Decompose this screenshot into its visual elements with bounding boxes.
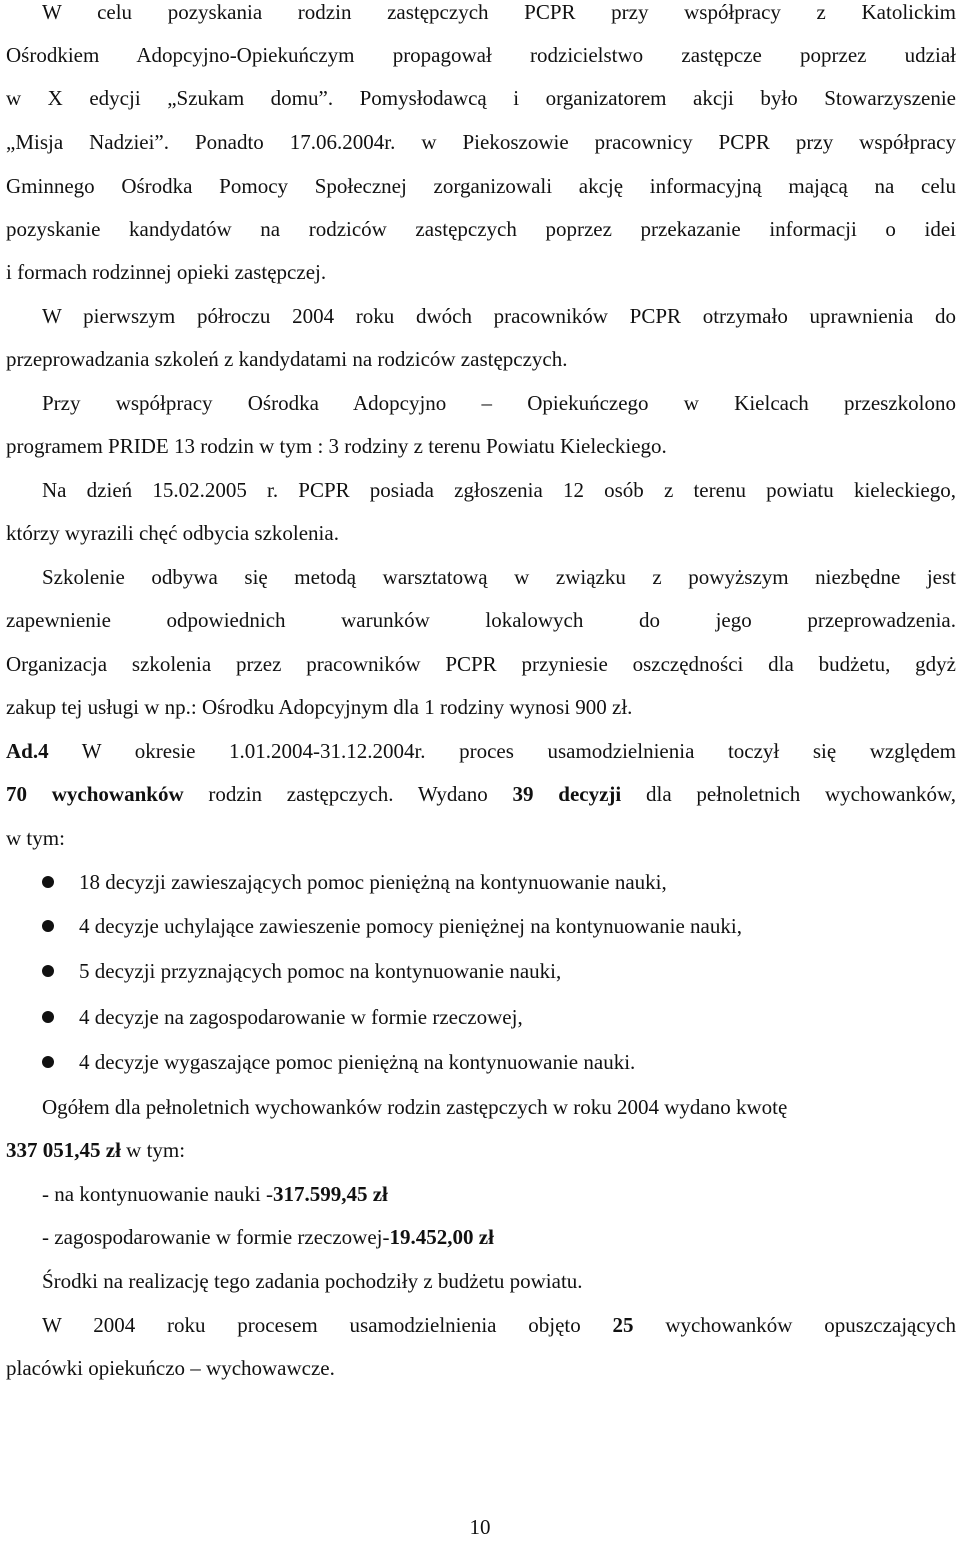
text-line: pozyskanie kandydatów na rodziców zastępczych poprzez przekazanie informacji o idei (6, 217, 956, 241)
final-line (42, 1311, 956, 1339)
list-item: 4 decyzje uchylające zawieszenie pomocy pieniężnej na kontynuowanie nauki, (79, 914, 742, 938)
list-item: 4 decyzje na zagospodarowanie w formie rzeczowej, (79, 1005, 523, 1029)
list-item: 4 decyzje wygaszające pomoc pieniężną na kontynuowanie nauki. (79, 1050, 636, 1074)
text-line: „Misja Nadziei”. Ponadto 17.06.2004r. w Piekoszowie pracownicy PCPR przy współpracy (6, 130, 956, 154)
bullet-icon (42, 965, 54, 977)
summary-item (42, 1223, 956, 1251)
text-line: Gminnego Ośrodka Pomocy Społecznej zorganizowali akcję informacyjną mającą na celu (6, 174, 956, 198)
summary-line: Środki na realizację tego zadania pochodziły z budżetu powiatu. (42, 1269, 583, 1293)
text-line: Organizacja szkolenia przez pracowników PCPR przyniesie oszczędności dla budżetu, gdyż (6, 652, 956, 676)
text-line: zapewnienie odpowiednich warunków lokalowych do jego przeprowadzenia. (6, 608, 956, 632)
text-line: w X edycji „Szukam domu”. Pomysłodawcą i organizatorem akcji było Stowarzyszenie (6, 86, 956, 110)
summary-line (6, 1136, 956, 1164)
bullet-icon (42, 1056, 54, 1068)
text-line: którzy wyrazili chęć odbycia szkolenia. (6, 521, 339, 545)
total-amount: 337 051,45 zł (6, 1138, 121, 1162)
decisions-count: 39 decyzji (512, 782, 622, 806)
text-line: Na dzień 15.02.2005 r. PCPR posiada zgłoszenia 12 osób z terenu powiatu kieleckiego, (42, 478, 956, 502)
text-line: Szkolenie odbywa się metodą warsztatową w związku z powyższym niezbędne jest (42, 565, 956, 589)
text-line: zakup tej usługi w np.: Ośrodku Adopcyjnym dla 1 rodziny wynosi 900 zł. (6, 695, 633, 719)
bullet-icon (42, 920, 54, 932)
education-amount: 317.599,45 zł (272, 1182, 388, 1206)
ad4-line (6, 737, 956, 765)
text-line: Przy współpracy Ośrodka Adopcyjno – Opiekuńczego w Kielcach przeszkolono (42, 391, 956, 415)
ad4-text: dla pełnoletnich wychowanków, (621, 782, 956, 806)
final-text: wychowanków opuszczających (633, 1313, 957, 1337)
final-text: W 2004 roku procesem usamodzielnienia objęto (42, 1313, 613, 1337)
text-line: przeprowadzania szkoleń z kandydatami na rodziców zastępczych. (6, 347, 568, 371)
wards-count-2004: 25 (612, 1313, 634, 1337)
summary-line: Ogółem dla pełnoletnich wychowanków rodzin zastępczych w roku 2004 wydano kwotę (42, 1095, 788, 1119)
text-line: programem PRIDE 13 rodzin w tym : 3 rodziny z terenu Powiatu Kieleckiego. (6, 434, 667, 458)
wards-count: 70 wychowanków (6, 782, 184, 806)
text-line: i formach rodzinnej opieki zastępczej. (6, 260, 327, 284)
ad4-line (6, 780, 956, 808)
ad4-text: W okresie 1.01.2004-31.12.2004r. proces usamodzielnienia toczył się względem (48, 739, 956, 763)
ad4-line: w tym: (6, 826, 65, 850)
list-item: 18 decyzji zawieszających pomoc pieniężną na kontynuowanie nauki, (79, 870, 667, 894)
ad4-label: Ad.4 (6, 739, 49, 763)
summary-text: - zagospodarowanie w formie rzeczowej- (42, 1225, 390, 1249)
summary-item (42, 1180, 956, 1208)
household-amount: 19.452,00 zł (389, 1225, 494, 1249)
text-line: W pierwszym półroczu 2004 roku dwóch pracowników PCPR otrzymało uprawnienia do (42, 304, 956, 328)
summary-text: - na kontynuowanie nauki - (42, 1182, 273, 1206)
page-number: 10 (469, 1515, 491, 1539)
bullet-icon (42, 1011, 54, 1023)
list-item: 5 decyzji przyznających pomoc na kontynuowanie nauki, (79, 959, 562, 983)
text-line: W celu pozyskania rodzin zastępczych PCPR przy współpracy z Katolickim (42, 0, 956, 24)
bullet-icon (42, 876, 54, 888)
summary-text: w tym: (120, 1138, 186, 1162)
text-line: Ośrodkiem Adopcyjno-Opiekuńczym propagował rodzicielstwo zastępcze poprzez udział (6, 43, 956, 67)
final-line: placówki opiekuńczo – wychowawcze. (6, 1356, 335, 1380)
ad4-text: rodzin zastępczych. Wydano (183, 782, 513, 806)
